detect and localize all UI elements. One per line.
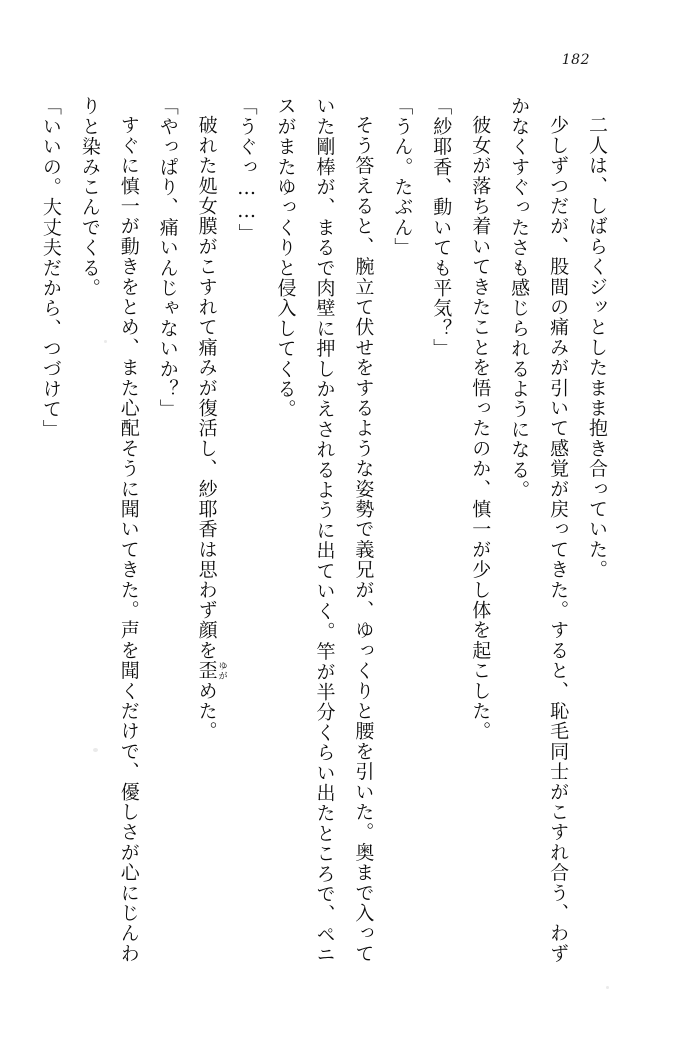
dialogue-line: 「やっぱり、痛いんじゃないか？」 (156, 96, 179, 420)
dialogue-line: 「うん。たぶん」 (391, 96, 414, 258)
paragraph: そう答えると、腕立て伏せをするような姿勢で義兄が、ゆっくりと腰を引いた。奥まで入っていた剛棒が、まるで肉壁に押しかえされるように出ていく。竿が半分くらい出たところで、ペニスがまたゆっくりと侵入してくる。 (274, 96, 375, 965)
page-number: 182 (561, 52, 590, 68)
page-body-text (39, 96, 616, 976)
paragraph: 彼女が落ち着いてきたことを悟ったのか、慎一が少し体を起こした。 (469, 115, 492, 742)
paragraph: 二人は、しばらくジッとしたまま抱き合っていた。 (586, 115, 608, 580)
ruby-annotation: 歪 ゆが (195, 660, 227, 681)
dialogue-line: 「うぐっ……」 (235, 96, 258, 244)
page-speck (606, 986, 609, 989)
paragraph: 少しずつだが、股間の痛みが引いて感覚が戻ってきた。すると、恥毛同士がこすれ合う、わずかなくすぐったさも感じられるようになる。 (508, 96, 570, 964)
paragraph-with-ruby (187, 96, 227, 976)
ruby-paragraph-text: 破れた処女膜がこすれて痛みが復活し、紗耶香は思わず顔を歪 ゆがめた。 (195, 115, 227, 742)
paragraph: すぐに慎一が動きをとめ、また心配そうに聞いてきた。声を聞くだけで、優しさが心にじんわりと染みこんでくる。 (78, 96, 140, 964)
dialogue-line: 「いいの。大丈夫だから、つづけて」 (39, 96, 62, 440)
dialogue-line: 「紗耶香、動いても平気？」 (430, 96, 453, 359)
